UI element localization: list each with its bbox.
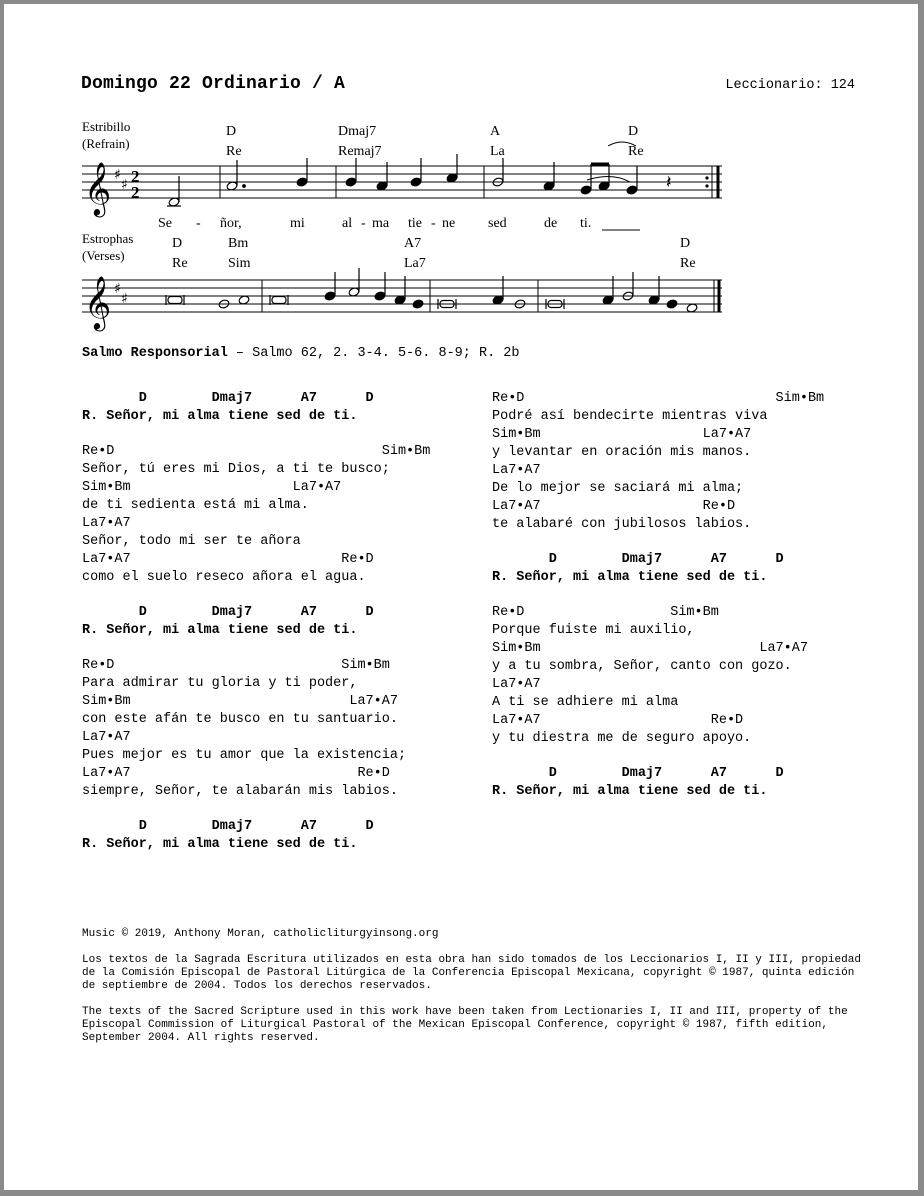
footer xyxy=(82,928,868,1058)
refrain-stanza xyxy=(82,604,430,640)
verses-chord-3: A7 xyxy=(404,236,422,251)
sharp-icon: ♯ xyxy=(121,177,128,193)
chord-line: D Dmaj7 A7 D xyxy=(82,819,374,834)
lyric-line: Señor, tú eres mi Dios, a ti te busco; xyxy=(82,462,390,477)
quarter-rest-icon: 𝄽 xyxy=(666,172,672,193)
verse-stanza xyxy=(492,604,824,748)
lyric-line: R. Señor, mi alma tiene sed de ti. xyxy=(492,570,768,585)
chord-line: Re•D Sim•Bm xyxy=(82,444,431,459)
refrain-chord-4-es: Re xyxy=(628,144,644,159)
chord-line: La7•A7 xyxy=(82,730,131,745)
refrain-label xyxy=(82,118,130,152)
lyric-line: R. Señor, mi alma tiene sed de ti. xyxy=(82,837,358,852)
refrain-lyric: tie xyxy=(408,216,422,231)
refrain-lyric: ti. xyxy=(580,216,592,231)
refrain-lyric: sed xyxy=(488,216,507,231)
verses-label-es: Estrophas xyxy=(82,231,134,246)
treble-clef-icon: 𝄞 xyxy=(84,161,112,215)
lyric-line: Señor, todo mi ser te añora xyxy=(82,534,301,549)
chord-line: Sim•Bm La7•A7 xyxy=(492,641,808,656)
psalm-heading xyxy=(82,346,519,361)
chord-line: Sim•Bm La7•A7 xyxy=(492,427,752,442)
lyric-line: R. Señor, mi alma tiene sed de ti. xyxy=(82,409,358,424)
refrain-label-es: Estribillo xyxy=(82,119,131,134)
lyric-line: y levantar en oración mis manos. xyxy=(492,445,752,460)
chord-line: Re•D Sim•Bm xyxy=(82,658,390,673)
chord-line: Re•D Sim•Bm xyxy=(492,605,719,620)
refrain-lyric: ma xyxy=(372,216,390,231)
lyric-line: y tu diestra me de seguro apoyo. xyxy=(492,731,752,746)
refrain-chord-1: D xyxy=(226,124,237,139)
psalm-reference: – Salmo 62, 2. 3-4. 5-6. 8-9; R. 2b xyxy=(227,346,520,361)
refrain-chord-3: A xyxy=(490,124,501,139)
lyric-line: de ti sedienta está mi alma. xyxy=(82,498,309,513)
chord-line: D Dmaj7 A7 D xyxy=(82,605,374,620)
lyric-line: con este afán te busco en tu santuario. xyxy=(82,712,398,727)
chord-line: La7•A7 Re•D xyxy=(82,552,374,567)
verses-label-en: (Verses) xyxy=(82,248,125,263)
lyric-line: Pues mejor es tu amor que la existencia; xyxy=(82,748,407,763)
page-title: Domingo 22 Ordinario / A xyxy=(81,74,346,94)
refrain-chord-2-es: Remaj7 xyxy=(338,144,382,159)
chord-line: D Dmaj7 A7 D xyxy=(492,766,784,781)
lectionary-number: Leccionario: 124 xyxy=(725,78,855,93)
verses-chord-3-es: La7 xyxy=(404,256,426,271)
verses-label xyxy=(82,230,133,264)
time-signature: 2 xyxy=(131,167,140,186)
refrain-chord-2: Dmaj7 xyxy=(338,124,377,139)
chord-line: Sim•Bm La7•A7 xyxy=(82,480,342,495)
right-column xyxy=(492,390,824,818)
chord-line: D Dmaj7 A7 D xyxy=(82,391,374,406)
refrain-staff-block xyxy=(74,114,724,234)
verse-stanza xyxy=(82,443,430,587)
refrain-stanza xyxy=(492,551,824,587)
lyric-line: Porque fuiste mi auxilio, xyxy=(492,623,695,638)
refrain-chord-4: D xyxy=(628,124,639,139)
chord-line: La7•A7 xyxy=(82,516,131,531)
lyric-line: Para admirar tu gloria y ti poder, xyxy=(82,676,358,691)
chord-line: D Dmaj7 A7 D xyxy=(492,552,784,567)
lyric-line: y a tu sombra, Señor, canto con gozo. xyxy=(492,659,792,674)
verses-staff-block xyxy=(74,226,724,329)
refrain-lyric: al xyxy=(342,216,353,231)
sharp-icon: ♯ xyxy=(114,281,121,297)
english-copyright: The texts of the Sacred Scripture used in this work have been taken from Lectionaries I, II and III, property of the Episcopal Commission of Liturgical Pastoral of the Mexican Episcopal Conference, copyright © 1987, fifth edition, September 2004. All rights reserved. xyxy=(82,1006,855,1044)
verse-stanza xyxy=(492,390,824,534)
lyric-line: De lo mejor se saciará mi alma; xyxy=(492,481,744,496)
chord-line: Re•D Sim•Bm xyxy=(492,391,825,406)
refrain-lyric: ne xyxy=(442,216,456,231)
chord-line: La7•A7 Re•D xyxy=(82,766,390,781)
refrain-lyric: de xyxy=(544,216,558,231)
refrain-chord-3-es: La xyxy=(490,144,505,159)
lyric-line: R. Señor, mi alma tiene sed de ti. xyxy=(492,784,768,799)
psalm-label: Salmo Responsorial xyxy=(82,346,228,361)
svg-text:2: 2 xyxy=(131,183,140,202)
verses-chord-4-es: Re xyxy=(680,256,696,271)
refrain-stanza xyxy=(492,765,824,801)
chord-line: Sim•Bm La7•A7 xyxy=(82,694,398,709)
sharp-icon: ♯ xyxy=(121,291,128,307)
refrain-lyric: - xyxy=(361,216,366,231)
chord-line: La7•A7 xyxy=(492,463,541,478)
verses-chord-2: Bm xyxy=(228,236,249,251)
refrain-chord-1-es: Re xyxy=(226,144,242,159)
verses-chord-4: D xyxy=(680,236,691,251)
treble-clef-icon: 𝄞 xyxy=(84,275,112,329)
verses-staff xyxy=(74,268,724,338)
left-column xyxy=(82,390,430,871)
sharp-icon: ♯ xyxy=(114,167,121,183)
lyric-line: A ti se adhiere mi alma xyxy=(492,695,679,710)
verse-stanza xyxy=(82,657,430,801)
verses-chord-1: D xyxy=(172,236,183,251)
chord-line: La7•A7 Re•D xyxy=(492,713,744,728)
refrain-lyric: mi xyxy=(290,216,305,231)
lyric-line: siempre, Señor, te alabarán mis labios. xyxy=(82,784,398,799)
chord-line: La7•A7 Re•D xyxy=(492,499,736,514)
lyric-line: como el suelo reseco añora el agua. xyxy=(82,570,366,585)
lyric-line: Podré así bendecirte mientras viva xyxy=(492,409,768,424)
refrain-lyric: Se xyxy=(158,216,172,231)
refrain-stanza xyxy=(82,390,430,426)
verses-chord-1-es: Re xyxy=(172,256,188,271)
lyric-line: R. Señor, mi alma tiene sed de ti. xyxy=(82,623,358,638)
music-credit: Music © 2019, Anthony Moran, catholicliturgyinsong.org xyxy=(82,928,439,940)
chord-line: La7•A7 xyxy=(492,677,541,692)
refrain-lyric: ñor, xyxy=(220,216,242,231)
refrain-lyric: - xyxy=(431,216,436,231)
verses-chord-2-es: Sim xyxy=(228,256,251,271)
spanish-copyright: Los textos de la Sagrada Escritura utilizados en esta obra han sido tomados de los Leccionarios I, II y III, propiedad de la Comisión Episcopal de Pastoral Litúrgica de la Conferencia Episcopal Mexicana, copyright © 1987, quinta edición de septiembre de 2004. Todos los derechos reservados. xyxy=(82,954,868,992)
lyric-line: te alabaré con jubilosos labios. xyxy=(492,517,752,532)
refrain-stanza xyxy=(82,818,430,854)
sheet-page xyxy=(4,4,918,1190)
refrain-label-en: (Refrain) xyxy=(82,136,130,151)
refrain-lyric: - xyxy=(196,216,201,231)
